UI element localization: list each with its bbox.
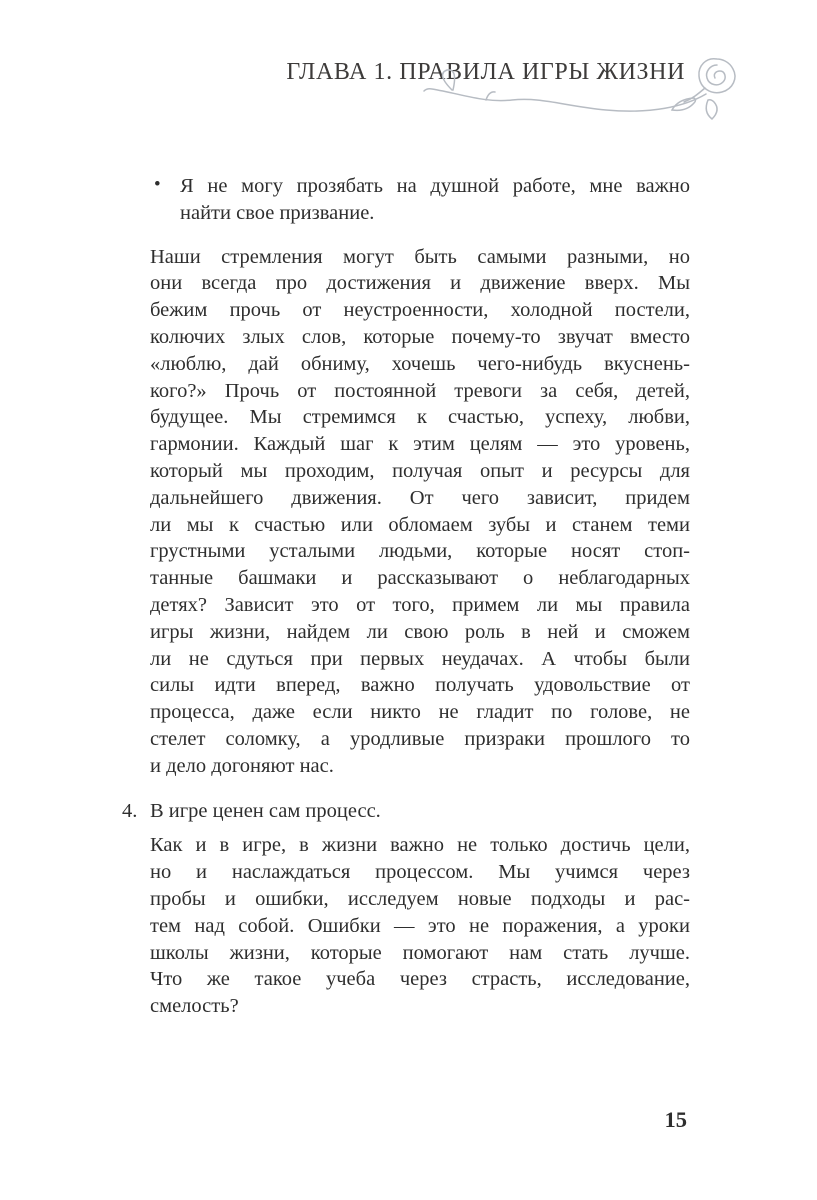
text-line: они всегда про достижения и движение вверх. Мы	[150, 272, 690, 295]
text-line: Я не могу прозябать на душной работе, мне важно	[180, 175, 690, 197]
bullet-item-text	[180, 173, 690, 227]
text-line: танные башмаки и рассказывают о неблагодарных	[150, 567, 690, 590]
text-line: «люблю, дай обниму, хочешь чего-нибудь вкуснень-	[150, 352, 690, 375]
text-line: стелет соломку, а уродливые призраки прошлого то	[150, 727, 690, 750]
numbered-item-marker: 4.	[122, 799, 138, 822]
page-number: 15	[664, 1107, 687, 1132]
text-line: Наши стремления могут быть самыми разными, но	[150, 245, 690, 268]
text-line: бежим прочь от неустроенности, холодной постели,	[150, 299, 690, 322]
bullet-marker-icon: •	[154, 174, 161, 195]
text-line: процесса, даже если никто не гладит по голове, не	[150, 701, 690, 724]
text-line: пробы и ошибки, исследуем новые подходы и рас-	[150, 887, 690, 910]
bullet-list-item	[150, 173, 690, 227]
text-line: который мы проходим, получая опыт и ресурсы для	[150, 459, 690, 482]
text-line: игры жизни, найдем ли свою роль в ней и сможем	[150, 620, 690, 643]
text-line: детях? Зависит это от того, примем ли мы правила	[150, 593, 690, 616]
text-line: тем над собой. Ошибки — это не поражения, а уроки	[150, 914, 690, 937]
text-line: смелость?	[150, 995, 239, 1018]
text-line: найти свое призвание.	[180, 201, 375, 224]
text-line: и дело догоняют нас.	[150, 754, 334, 777]
text-line: Как и в игре, в жизни важно не только достичь цели,	[150, 834, 690, 857]
text-line: грустными усталыми людьми, которые носят стоп-	[150, 540, 690, 563]
text-line: колючих злых слов, которые почему-то звучат вместо	[150, 325, 690, 348]
text-line: кого?» Прочь от постоянной тревоги за себя, детей,	[150, 379, 690, 402]
text-line: дальнейшего движения. От чего зависит, придем	[150, 486, 690, 509]
numbered-list-item	[122, 798, 690, 825]
text-line: гармонии. Каждый шаг к этим целям — это уровень,	[150, 433, 690, 456]
chapter-header-title: ГЛАВА 1. ПРАВИЛА ИГРЫ ЖИЗНИ	[286, 59, 685, 85]
text-line: Что же такое учеба через страсть, исследование,	[150, 968, 690, 991]
text-line: ли не сдуться при первых неудачах. А чтобы были	[150, 647, 690, 670]
page-body-text	[122, 173, 690, 1038]
rose-flourish-icon	[422, 44, 744, 122]
numbered-item-text: В игре ценен сам процесс.	[150, 799, 381, 822]
paragraph	[150, 832, 690, 1020]
text-line: но и наслаждаться процессом. Мы учимся через	[150, 861, 690, 884]
text-line: школы жизни, которые помогают нам стать лучше.	[150, 941, 690, 964]
text-line: силы идти вперед, важно получать удовольствие от	[150, 674, 690, 697]
paragraph	[150, 244, 690, 780]
text-line: ли мы к счастью или обломаем зубы и станем теми	[150, 513, 690, 536]
text-line: будущее. Мы стремимся к счастью, успеху, любви,	[150, 406, 690, 429]
